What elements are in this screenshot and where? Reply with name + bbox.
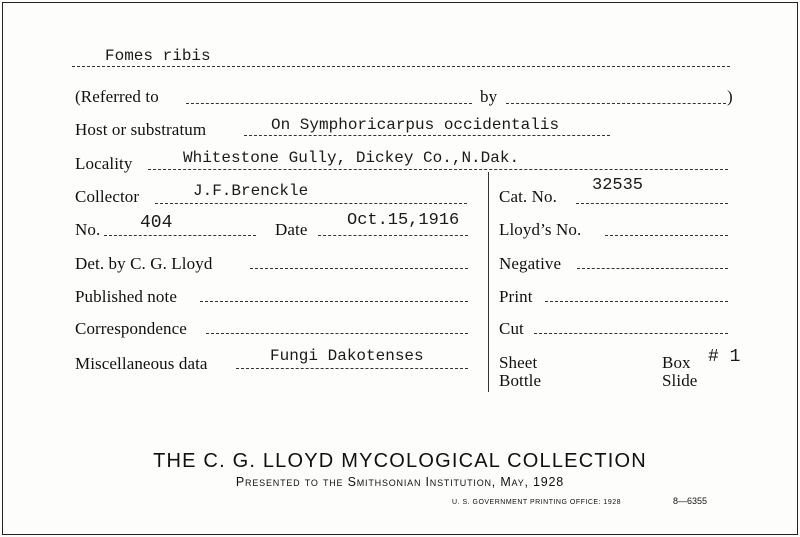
misc-data-value: Fungi Dakotenses	[270, 347, 424, 365]
misc-data-line	[236, 368, 468, 369]
det-by-line	[250, 268, 468, 269]
locality-label: Locality	[75, 154, 133, 173]
collector-line	[155, 203, 467, 204]
cat-no-line	[576, 203, 728, 204]
printing-office-note: U. S. GOVERNMENT PRINTING OFFICE: 1928	[452, 499, 622, 506]
slide-label: Slide	[662, 371, 698, 390]
host-line	[244, 135, 610, 136]
species-name: Fomes ribis	[105, 47, 211, 65]
correspondence-line	[206, 333, 468, 334]
correspondence-label: Correspondence	[75, 319, 187, 338]
collector-label: Collector	[75, 187, 140, 206]
misc-data-label: Miscellaneous data	[75, 354, 208, 373]
box-label: Box	[662, 353, 691, 372]
species-underline	[72, 66, 730, 67]
close-paren: )	[727, 87, 733, 106]
cut-line	[534, 333, 728, 334]
referred-to-line	[186, 103, 472, 104]
print-label: Print	[499, 287, 533, 306]
cat-no-value: 32535	[592, 176, 644, 195]
no-line	[104, 235, 256, 236]
referred-to-label: (Referred to	[75, 87, 159, 106]
locality-value: Whitestone Gully, Dickey Co.,N.Dak.	[183, 149, 520, 167]
date-value: Oct.15,1916	[347, 211, 460, 230]
lloyds-no-line	[605, 235, 728, 236]
collector-value: J.F.Brenckle	[193, 182, 309, 200]
locality-line	[148, 169, 728, 170]
det-by-label: Det. by C. G. Lloyd	[75, 254, 213, 273]
host-label: Host or substratum	[75, 120, 207, 139]
collection-title: THE C. G. LLOYD MYCOLOGICAL COLLECTION	[153, 450, 647, 472]
host-value: On Symphoricarpus occidentalis	[271, 116, 560, 134]
lloyds-no-label: Lloyd’s No.	[499, 220, 582, 239]
published-note-label: Published note	[75, 287, 177, 306]
no-label: No.	[75, 220, 101, 239]
negative-label: Negative	[499, 254, 562, 273]
negative-line	[577, 268, 728, 269]
collection-subtitle: Presented to the Smithsonian Institution, May, 1928	[235, 475, 565, 489]
date-line	[318, 235, 468, 236]
box-value: # 1	[708, 347, 741, 367]
print-line	[545, 301, 728, 302]
cat-no-label: Cat. No.	[499, 187, 557, 206]
print-code: 8—6355	[673, 496, 708, 506]
date-label: Date	[275, 220, 308, 239]
by-label: by	[480, 87, 498, 106]
cut-label: Cut	[499, 319, 524, 338]
published-note-line	[200, 301, 468, 302]
bottle-label: Bottle	[499, 371, 542, 390]
column-divider	[488, 172, 489, 392]
by-line	[506, 103, 726, 104]
sheet-label: Sheet	[499, 353, 538, 372]
no-value: 404	[140, 213, 173, 233]
